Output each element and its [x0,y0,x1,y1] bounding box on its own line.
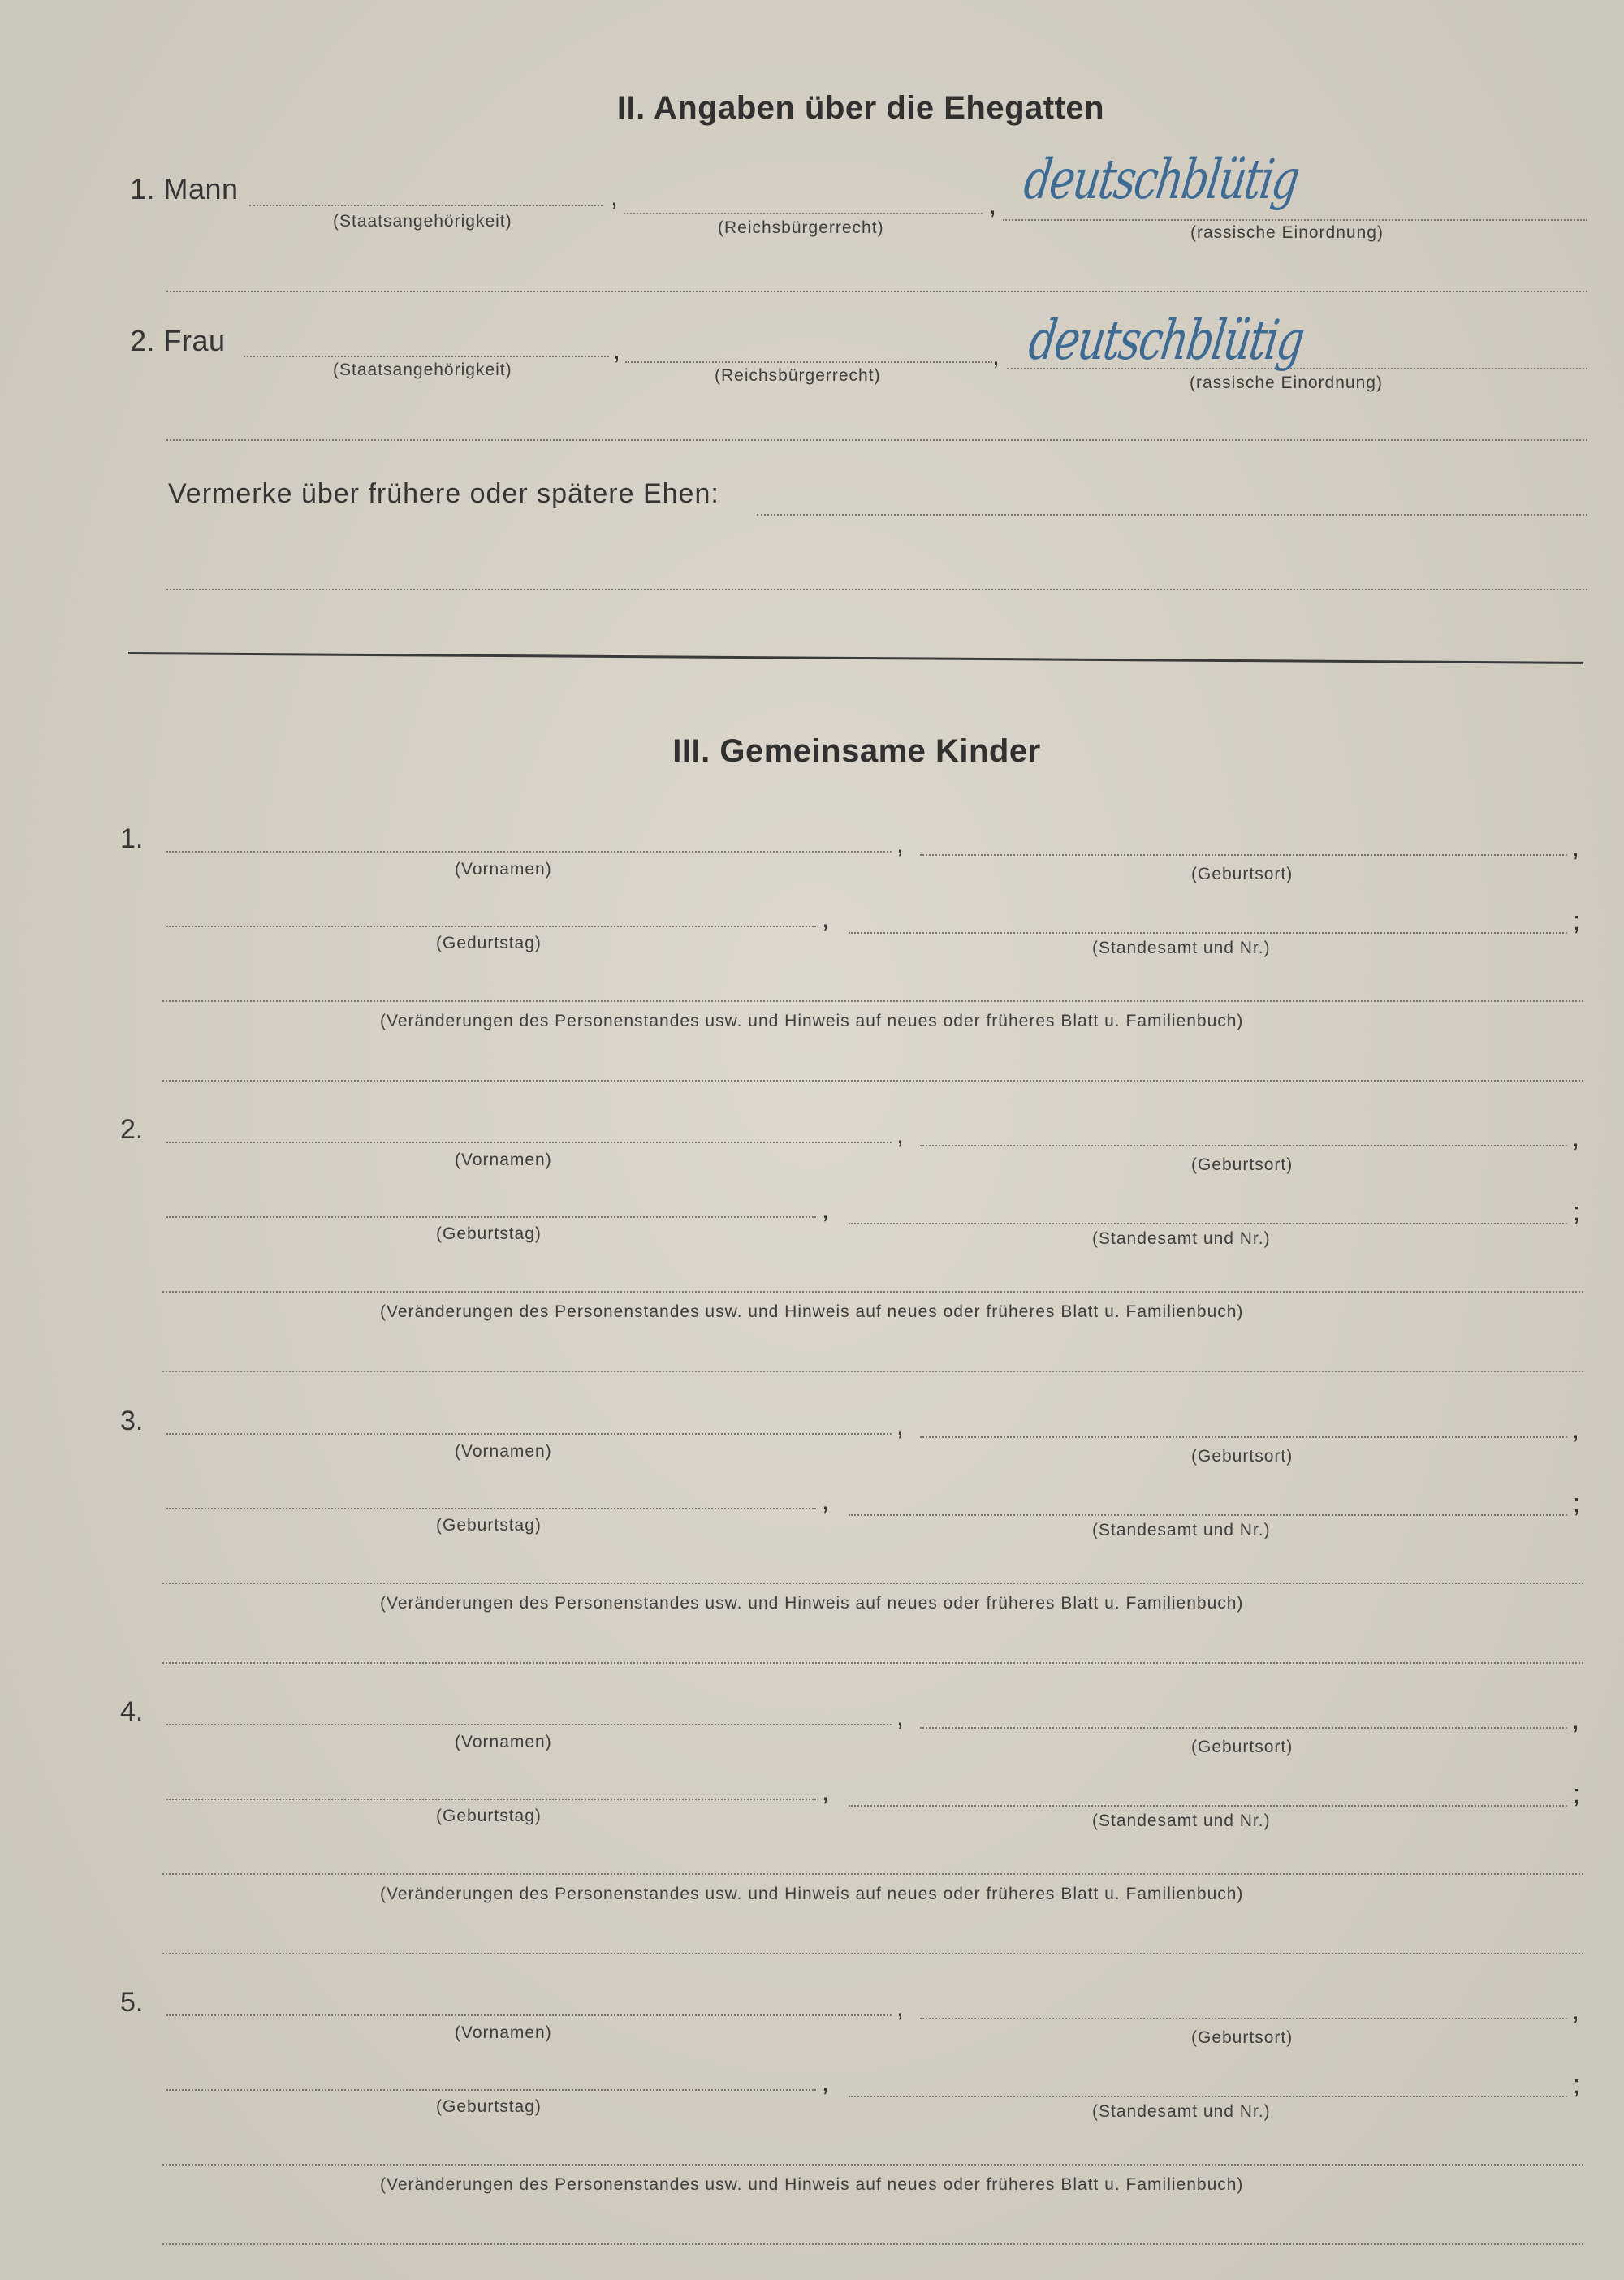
child-entry-1 [0,823,1624,1091]
child-entry-4 [0,1696,1624,1964]
child-entry-3 [0,1406,1624,1673]
changes-line [162,1291,1583,1293]
birthday-line [166,926,816,927]
birthplace-caption: (Geburtsort) [1191,865,1294,883]
wife-citizenship-caption: (Staatsangehörigkeit) [333,361,512,379]
birthplace-caption: (Geburtsort) [1191,2028,1294,2047]
husband-reich-citizenship-caption: (Reichsbürgerrecht) [718,218,884,237]
comma: , [1572,1123,1579,1152]
comma: , [989,190,996,219]
comma: , [896,1411,904,1440]
wife-reich-citizenship-caption: (Reichsbürgerrecht) [715,366,881,385]
birthday-caption: (Geburtstag) [436,1807,542,1825]
changes-extra-line [162,1953,1583,1954]
registry-caption: (Standesamt und Nr.) [1092,2102,1271,2121]
first-names-line [166,1433,892,1435]
comma: , [611,182,618,211]
child-number: 5. [120,1987,144,2018]
section-spouses-title: II. Angaben über die Ehegatten [616,90,1105,126]
husband-extra-line [166,291,1587,292]
birthday-caption: (Geburtstag) [436,2097,542,2116]
comma: , [822,1777,829,1806]
birthday-caption: (Gedurtstag) [436,934,542,952]
comma: , [896,1702,904,1731]
birthplace-line [920,1145,1567,1146]
semicolon: ; [1573,1779,1580,1808]
husband-reich-citizenship-line [624,213,983,214]
marriage-remarks-extra-line [166,589,1587,590]
registry-line [849,1514,1567,1516]
child-number: 4. [120,1696,144,1727]
child-number: 2. [120,1114,144,1145]
first-names-line [166,1724,892,1725]
semicolon: ; [1573,2070,1580,2099]
birthday-line [166,2089,816,2091]
registry-line [849,932,1567,934]
comma: , [896,1993,904,2022]
birthplace-caption: (Geburtsort) [1191,1155,1294,1174]
registry-line [849,1223,1567,1224]
wife-citizenship-line [244,356,609,357]
child-entry-2 [0,1114,1624,1382]
registry-caption: (Standesamt und Nr.) [1092,1521,1271,1539]
birthday-line [166,1508,816,1509]
section-children-title: III. Gemeinsame Kinder [672,733,1041,769]
registry-caption: (Standesamt und Nr.) [1092,1811,1271,1830]
first-names-caption: (Vornamen) [455,1442,552,1461]
registry-caption: (Standesamt und Nr.) [1092,939,1271,957]
child-entry-5 [0,1987,1624,2255]
semicolon: ; [1573,1197,1580,1226]
comma: , [822,1486,829,1515]
comma: , [822,904,829,933]
changes-line [162,2164,1583,2166]
changes-caption: (Veränderungen des Personenstandes usw. und Hinweis auf neues oder früheres Blatt u. Familienbuch) [380,1594,1244,1613]
birthplace-line [920,1436,1567,1438]
changes-line [162,1000,1583,1002]
comma: , [822,2067,829,2096]
birthday-caption: (Geburtstag) [436,1516,542,1535]
wife-reich-citizenship-line [625,361,992,363]
husband-racial-classification-handwritten: deutschblütig [1020,149,1302,212]
section-divider-rule [128,652,1583,664]
changes-extra-line [162,1662,1583,1664]
comma: , [1572,832,1579,861]
comma: , [1572,1996,1579,2025]
husband-citizenship-caption: (Staatsangehörigkeit) [333,212,512,231]
changes-caption: (Veränderungen des Personenstandes usw. und Hinweis auf neues oder früheres Blatt u. Familienbuch) [380,1012,1244,1030]
first-names-caption: (Vornamen) [455,2023,552,2042]
birthplace-caption: (Geburtsort) [1191,1738,1294,1756]
comma: , [992,341,1000,370]
child-number: 3. [120,1406,144,1436]
first-names-caption: (Vornamen) [455,1733,552,1751]
first-names-caption: (Vornamen) [455,860,552,879]
marriage-remarks-line [757,514,1587,516]
husband-racial-classification-line [1003,219,1587,221]
wife-racial-classification-caption: (rassische Einordnung) [1190,374,1383,392]
wife-label: 2. Frau [130,324,226,357]
changes-extra-line [162,1371,1583,1372]
birthplace-line [920,1727,1567,1729]
registry-line [849,2096,1567,2097]
birthday-line [166,1216,816,1218]
comma: , [1572,1705,1579,1734]
registry-line [849,1805,1567,1807]
comma: , [1572,1414,1579,1444]
husband-racial-classification-caption: (rassische Einordnung) [1190,223,1384,242]
wife-extra-line [166,439,1587,441]
comma: , [896,829,904,858]
semicolon: ; [1573,906,1580,935]
marriage-remarks-label: Vermerke über frühere oder spätere Ehen: [168,478,719,509]
child-number: 1. [120,823,144,854]
changes-caption: (Veränderungen des Personenstandes usw. und Hinweis auf neues oder früheres Blatt u. Familienbuch) [380,1885,1244,1903]
husband-citizenship-line [249,205,603,206]
birthplace-line [920,854,1567,856]
wife-racial-classification-handwritten: deutschblütig [1025,309,1307,373]
birthplace-caption: (Geburtsort) [1191,1447,1294,1466]
first-names-line [166,2014,892,2016]
semicolon: ; [1573,1488,1580,1518]
comma: , [613,335,620,365]
changes-extra-line [162,1080,1583,1082]
comma: , [822,1194,829,1224]
first-names-line [166,1142,892,1143]
changes-line [162,1583,1583,1584]
registry-caption: (Standesamt und Nr.) [1092,1229,1271,1248]
changes-extra-line [162,2243,1583,2245]
changes-caption: (Veränderungen des Personenstandes usw. und Hinweis auf neues oder früheres Blatt u. Familienbuch) [380,2175,1244,2194]
changes-caption: (Veränderungen des Personenstandes usw. und Hinweis auf neues oder früheres Blatt u. Familienbuch) [380,1302,1244,1321]
changes-line [162,1873,1583,1875]
first-names-line [166,851,892,853]
birthplace-line [920,2018,1567,2019]
husband-label: 1. Mann [130,172,239,205]
birthday-line [166,1799,816,1800]
comma: , [896,1120,904,1149]
first-names-caption: (Vornamen) [455,1151,552,1169]
birthday-caption: (Geburtstag) [436,1224,542,1243]
